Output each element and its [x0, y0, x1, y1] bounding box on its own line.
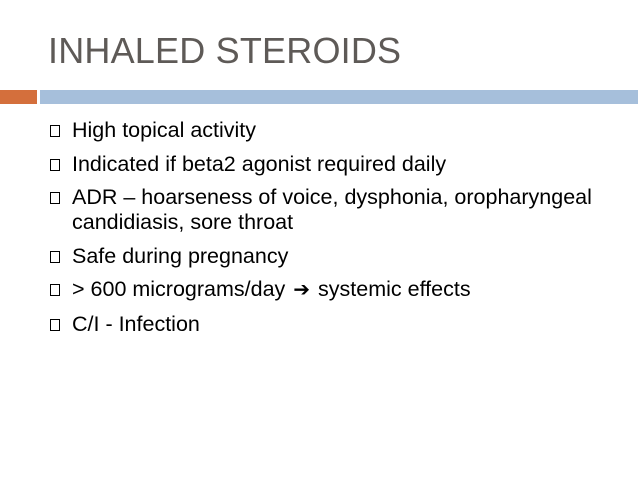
- bullet-item: [48, 152, 618, 177]
- right-arrow-icon: ➔: [293, 279, 311, 301]
- bullet-text-before-arrow: > 600 micrograms/day: [72, 277, 286, 301]
- square-bullet-icon: [50, 251, 60, 263]
- title-accent-bar-blue: [40, 90, 638, 104]
- bullet-text: Indicated if beta2 agonist required daily: [72, 151, 447, 176]
- bullet-text-after-arrow: systemic effects: [318, 277, 471, 301]
- bullet-item: [48, 277, 618, 303]
- square-bullet-icon: [50, 192, 60, 204]
- bullet-item: [48, 244, 618, 269]
- bullet-text: ADR – hoarseness of voice, dysphonia, oropharyngeal candidiasis, sore throat: [72, 185, 592, 234]
- bullet-item: [48, 118, 618, 143]
- bullet-text: C/I - Infection: [72, 311, 200, 336]
- bullet-text: Safe during pregnancy: [72, 243, 289, 268]
- bullet-list: [48, 118, 618, 345]
- square-bullet-icon: [50, 319, 60, 331]
- slide-title: INHALED STEROIDS: [48, 30, 402, 71]
- bullet-text: High topical activity: [72, 118, 257, 142]
- bullet-item: [48, 185, 618, 235]
- title-accent-bar-orange: [0, 90, 37, 104]
- bullet-item: [48, 312, 618, 337]
- square-bullet-icon: [50, 125, 60, 137]
- square-bullet-icon: [50, 284, 60, 296]
- square-bullet-icon: [50, 159, 60, 171]
